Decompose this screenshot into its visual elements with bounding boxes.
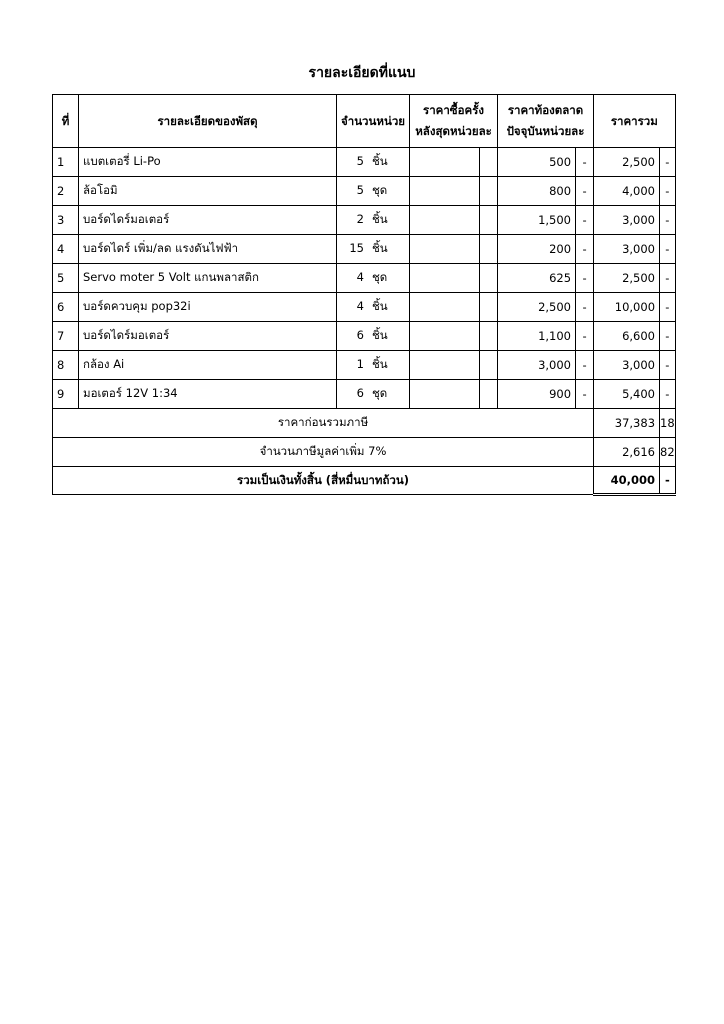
grand-total-label: รวมเป็นเงินทั้งสิ้น (สี่หมื่นบาทถ้วน) <box>53 467 594 495</box>
row-total: 2,500 <box>594 264 660 293</box>
row-total: 3,000 <box>594 206 660 235</box>
row-qty <box>337 380 410 409</box>
row-no: 4 <box>53 235 79 264</box>
row-no: 9 <box>53 380 79 409</box>
header-row <box>53 95 676 148</box>
row-qty-unit: ชุด <box>372 270 388 284</box>
row-last-price <box>410 322 480 351</box>
subtotal-row <box>53 409 676 438</box>
row-qty <box>337 148 410 177</box>
page-title: รายละเอียดที่แนบ <box>308 65 416 81</box>
row-total: 2,500 <box>594 148 660 177</box>
row-total: 4,000 <box>594 177 660 206</box>
row-last-price <box>410 351 480 380</box>
row-detail: บอร์ดไดร์มอเตอร์ <box>79 206 337 235</box>
row-market-price-dec: - <box>576 235 594 264</box>
row-market-price: 625 <box>498 264 576 293</box>
vat-label: จำนวนภาษีมูลค่าเพิ่ม 7% <box>53 438 594 467</box>
row-detail: บอร์ดไดร์มอเตอร์ <box>79 322 337 351</box>
header-last-price-line2: หลังสุดหน่วยละ <box>415 124 492 138</box>
row-no: 7 <box>53 322 79 351</box>
row-no: 2 <box>53 177 79 206</box>
row-market-price: 1,100 <box>498 322 576 351</box>
grand-total-dec: - <box>660 467 676 495</box>
table-row <box>53 206 676 235</box>
row-last-price-dec <box>480 235 498 264</box>
row-market-price-dec: - <box>576 206 594 235</box>
row-total-dec: - <box>660 206 676 235</box>
row-last-price <box>410 206 480 235</box>
row-qty <box>337 177 410 206</box>
row-no: 6 <box>53 293 79 322</box>
row-no: 8 <box>53 351 79 380</box>
row-total: 3,000 <box>594 351 660 380</box>
table-row <box>53 380 676 409</box>
table-row <box>53 264 676 293</box>
table-row <box>53 177 676 206</box>
row-qty <box>337 322 410 351</box>
row-qty-number: 4 <box>356 270 364 284</box>
row-last-price-dec <box>480 351 498 380</box>
header-last-price-line1: ราคาซื้อครั้ง <box>423 103 484 117</box>
row-qty <box>337 206 410 235</box>
row-market-price-dec: - <box>576 322 594 351</box>
row-last-price <box>410 380 480 409</box>
items-table <box>52 94 676 496</box>
row-qty-unit: ชุด <box>372 386 388 400</box>
row-qty <box>337 351 410 380</box>
row-total-dec: - <box>660 235 676 264</box>
row-market-price-dec: - <box>576 148 594 177</box>
row-last-price-dec <box>480 380 498 409</box>
row-total-dec: - <box>660 293 676 322</box>
table-row <box>53 235 676 264</box>
row-no: 5 <box>53 264 79 293</box>
table-row <box>53 293 676 322</box>
grand-total-row <box>53 467 676 495</box>
row-total-dec: - <box>660 148 676 177</box>
row-detail: แบตเตอรี่ Li-Po <box>79 148 337 177</box>
row-market-price-dec: - <box>576 177 594 206</box>
row-qty-unit: ชุด <box>372 183 388 197</box>
row-last-price-dec <box>480 206 498 235</box>
row-qty-number: 2 <box>356 212 364 226</box>
subtotal-dec: 18 <box>660 409 676 438</box>
row-qty <box>337 293 410 322</box>
row-last-price-dec <box>480 322 498 351</box>
row-last-price <box>410 177 480 206</box>
row-market-price: 500 <box>498 148 576 177</box>
row-last-price <box>410 293 480 322</box>
row-detail: Servo moter 5 Volt แกนพลาสติก <box>79 264 337 293</box>
row-qty-number: 5 <box>356 183 364 197</box>
row-total-dec: - <box>660 380 676 409</box>
row-qty <box>337 235 410 264</box>
row-market-price-dec: - <box>576 293 594 322</box>
row-qty-number: 5 <box>356 154 364 168</box>
row-total: 6,600 <box>594 322 660 351</box>
row-qty-number: 15 <box>349 241 364 255</box>
header-market-price <box>498 95 594 148</box>
row-qty <box>337 264 410 293</box>
row-total-dec: - <box>660 322 676 351</box>
row-market-price: 1,500 <box>498 206 576 235</box>
row-market-price: 2,500 <box>498 293 576 322</box>
vat-value: 2,616 <box>594 438 660 467</box>
row-market-price: 800 <box>498 177 576 206</box>
row-qty-number: 1 <box>356 357 364 371</box>
row-qty-number: 4 <box>356 299 364 313</box>
row-market-price: 200 <box>498 235 576 264</box>
row-qty-unit: ชิ้น <box>372 212 388 226</box>
row-detail: มอเตอร์ 12V 1:34 <box>79 380 337 409</box>
row-detail: บอร์ดควบคุม pop32i <box>79 293 337 322</box>
row-qty-unit: ชิ้น <box>372 299 388 313</box>
row-last-price <box>410 148 480 177</box>
row-qty-number: 6 <box>356 328 364 342</box>
header-qty: จำนวนหน่วย <box>337 95 410 148</box>
subtotal-value: 37,383 <box>594 409 660 438</box>
row-market-price-dec: - <box>576 380 594 409</box>
row-qty-unit: ชิ้น <box>372 328 388 342</box>
row-last-price-dec <box>480 148 498 177</box>
row-last-price-dec <box>480 264 498 293</box>
row-no: 3 <box>53 206 79 235</box>
row-qty-number: 6 <box>356 386 364 400</box>
vat-row <box>53 438 676 467</box>
header-market-price-line1: ราคาท้องตลาด <box>507 103 584 117</box>
row-detail: ล้อโอมิ <box>79 177 337 206</box>
row-market-price: 3,000 <box>498 351 576 380</box>
row-total-dec: - <box>660 264 676 293</box>
row-last-price-dec <box>480 293 498 322</box>
header-total: ราคารวม <box>594 95 676 148</box>
row-no: 1 <box>53 148 79 177</box>
vat-dec: 82 <box>660 438 676 467</box>
subtotal-label: ราคาก่อนรวมภาษี <box>53 409 594 438</box>
row-detail: บอร์ดไดร์ เพิ่ม/ลด แรงดันไฟฟ้า <box>79 235 337 264</box>
table-row <box>53 351 676 380</box>
row-last-price <box>410 264 480 293</box>
row-total: 3,000 <box>594 235 660 264</box>
grand-total-value: 40,000 <box>594 467 660 495</box>
table-row <box>53 322 676 351</box>
row-detail: กล้อง Ai <box>79 351 337 380</box>
row-total-dec: - <box>660 177 676 206</box>
header-market-price-line2: ปัจจุบันหน่วยละ <box>506 124 585 138</box>
row-qty-unit: ชิ้น <box>372 241 388 255</box>
table-row <box>53 148 676 177</box>
row-last-price-dec <box>480 177 498 206</box>
header-last-price <box>410 95 498 148</box>
row-market-price: 900 <box>498 380 576 409</box>
row-last-price <box>410 235 480 264</box>
header-detail: รายละเอียดของพัสดุ <box>79 95 337 148</box>
row-market-price-dec: - <box>576 264 594 293</box>
row-total-dec: - <box>660 351 676 380</box>
row-qty-unit: ชิ้น <box>372 154 388 168</box>
row-total: 10,000 <box>594 293 660 322</box>
row-total: 5,400 <box>594 380 660 409</box>
row-qty-unit: ชิ้น <box>372 357 388 371</box>
row-market-price-dec: - <box>576 351 594 380</box>
header-no: ที่ <box>53 95 79 148</box>
